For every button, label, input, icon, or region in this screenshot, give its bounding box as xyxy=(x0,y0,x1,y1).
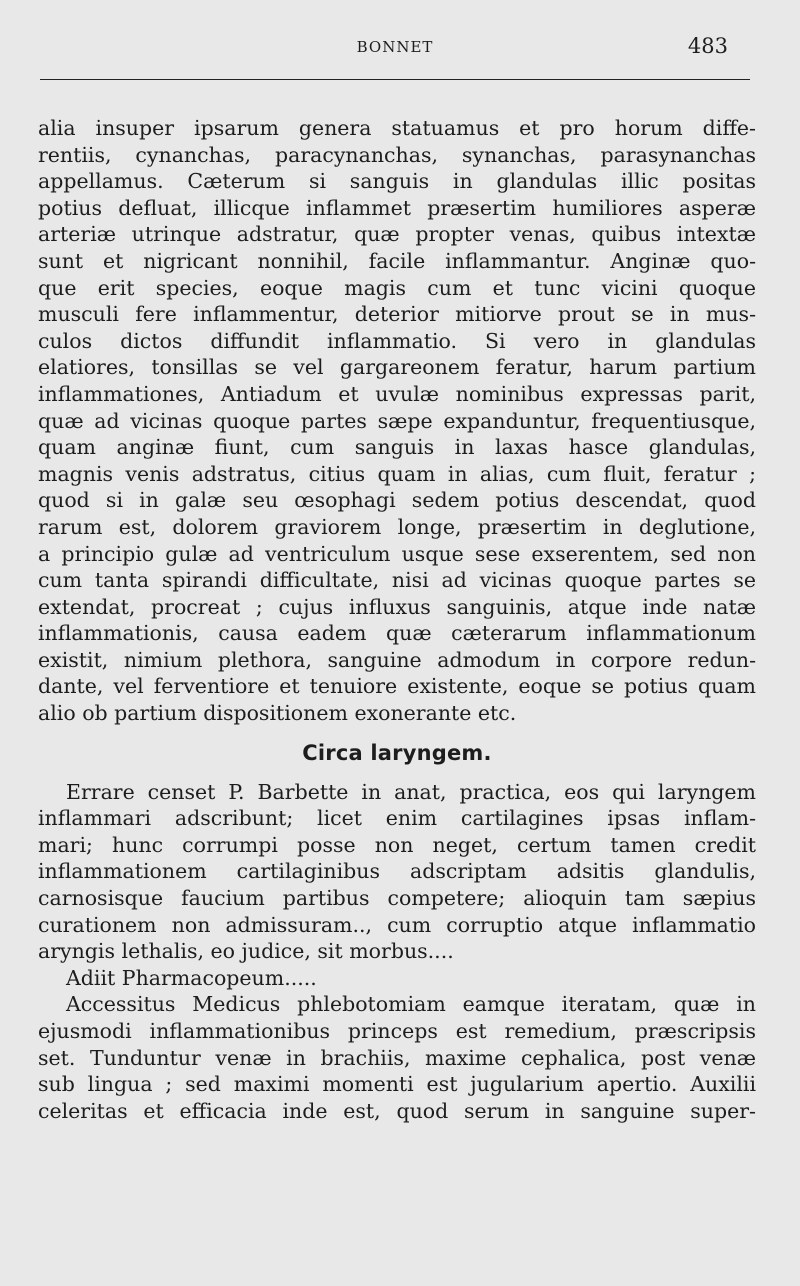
text-line: quam anginæ fiunt, cum sanguis in laxas hasce glandulas, xyxy=(38,435,756,460)
text-line: inflammationes, Antiadum et uvulæ nominibus expressas parit, xyxy=(38,381,756,406)
text-line: rarum est, dolorem graviorem longe, præsertim in deglutione, xyxy=(38,514,756,539)
text-line: Errare censet P. Barbette in anat, practica, eos qui laryngem xyxy=(66,779,756,804)
text-line: Accessitus Medicus phlebotomiam eamque iteratam, quæ in xyxy=(66,992,756,1017)
text-line: quæ ad vicinas quoque partes sæpe expanduntur, frequentiusque, xyxy=(38,408,756,433)
text-line: curationem non admissuram.., cum corruptio atque inflammatio xyxy=(38,912,756,937)
text-line: aryngis lethalis, eo judice, sit morbus.... xyxy=(38,939,454,964)
text-line: dante, vel ferventiore et tenuiore existente, eoque se potius quam xyxy=(38,674,756,699)
page-body xyxy=(38,115,756,1124)
text-line: set. Tunduntur venæ in brachiis, maxime cephalica, post venæ xyxy=(38,1045,756,1070)
text-line: magnis venis adstratus, citius quam in alias, cum fluit, feratur ; xyxy=(38,461,756,486)
running-head: BONNET xyxy=(356,38,434,56)
text-line: sub lingua ; sed maximi momenti est jugularium apertio. Auxilii xyxy=(38,1072,756,1097)
text-line: existit, nimium plethora, sanguine admodum in corpore redun- xyxy=(38,647,756,672)
text-line: elatiores, tonsillas se vel gargareonem feratur, harum partium xyxy=(38,355,756,380)
text-line: inflammationis, causa eadem quæ cæterarum inflammationum xyxy=(38,621,756,646)
paragraph-continued xyxy=(38,115,756,727)
text-line: alio ob partium dispositionem exonerante etc. xyxy=(38,701,517,726)
header-rule xyxy=(40,79,750,80)
text-line: inflammationem cartilaginibus adscriptam adsitis glandulis, xyxy=(38,859,756,884)
text-line: Adiit Pharmacopeum..... xyxy=(66,965,317,990)
text-line: carnosisque faucium partibus competere; alioquin tam sæpius xyxy=(38,886,756,911)
text-line: alia insuper ipsarum genera statuamus et pro horum diffe- xyxy=(38,116,756,140)
text-line: inflammari adscribunt; licet enim cartilagines ipsas inflam- xyxy=(38,806,756,831)
text-line: appellamus. Cæterum si sanguis in glandulas illic positas xyxy=(38,169,756,194)
text-line: culos dictos diffundit inflammatio. Si vero in glandulas xyxy=(38,328,756,353)
text-line: sunt et nigricant nonnihil, facile inflammantur. Anginæ quo- xyxy=(38,248,756,273)
page-number: 483 xyxy=(687,34,728,58)
paragraph-laryngem xyxy=(38,779,756,1125)
text-line: quod si in galæ seu œsophagi sedem potius descendat, quod xyxy=(38,488,756,513)
text-line: a principio gulæ ad ventriculum usque sese exserentem, sed non xyxy=(38,541,756,566)
page-header xyxy=(38,34,752,64)
text-line: mari; hunc corrumpi posse non neget, certum tamen credit xyxy=(38,832,756,857)
text-line: cum tanta spirandi difficultate, nisi ad vicinas quoque partes se xyxy=(38,568,756,593)
text-line: potius defluat, illicque inflammet præsertim humiliores asperæ xyxy=(38,195,756,220)
section-heading: Circa laryngem. xyxy=(302,740,492,765)
text-line: que erit species, eoque magis cum et tunc vicini quoque xyxy=(38,275,756,300)
text-line: celeritas et efficacia inde est, quod serum in sanguine super- xyxy=(38,1098,756,1123)
text-line: ejusmodi inflammationibus princeps est remedium, præscripsis xyxy=(38,1019,756,1043)
text-line: musculi fere inflammentur, deterior mitiorve prout se in mus- xyxy=(38,302,756,327)
text-line: extendat, procreat ; cujus influxus sanguinis, atque inde natæ xyxy=(38,594,756,619)
text-line: rentiis, cynanchas, paracynanchas, synanchas, parasynanchas xyxy=(38,142,756,167)
text-line: arteriæ utrinque adstratur, quæ propter venas, quibus intextæ xyxy=(38,222,756,247)
